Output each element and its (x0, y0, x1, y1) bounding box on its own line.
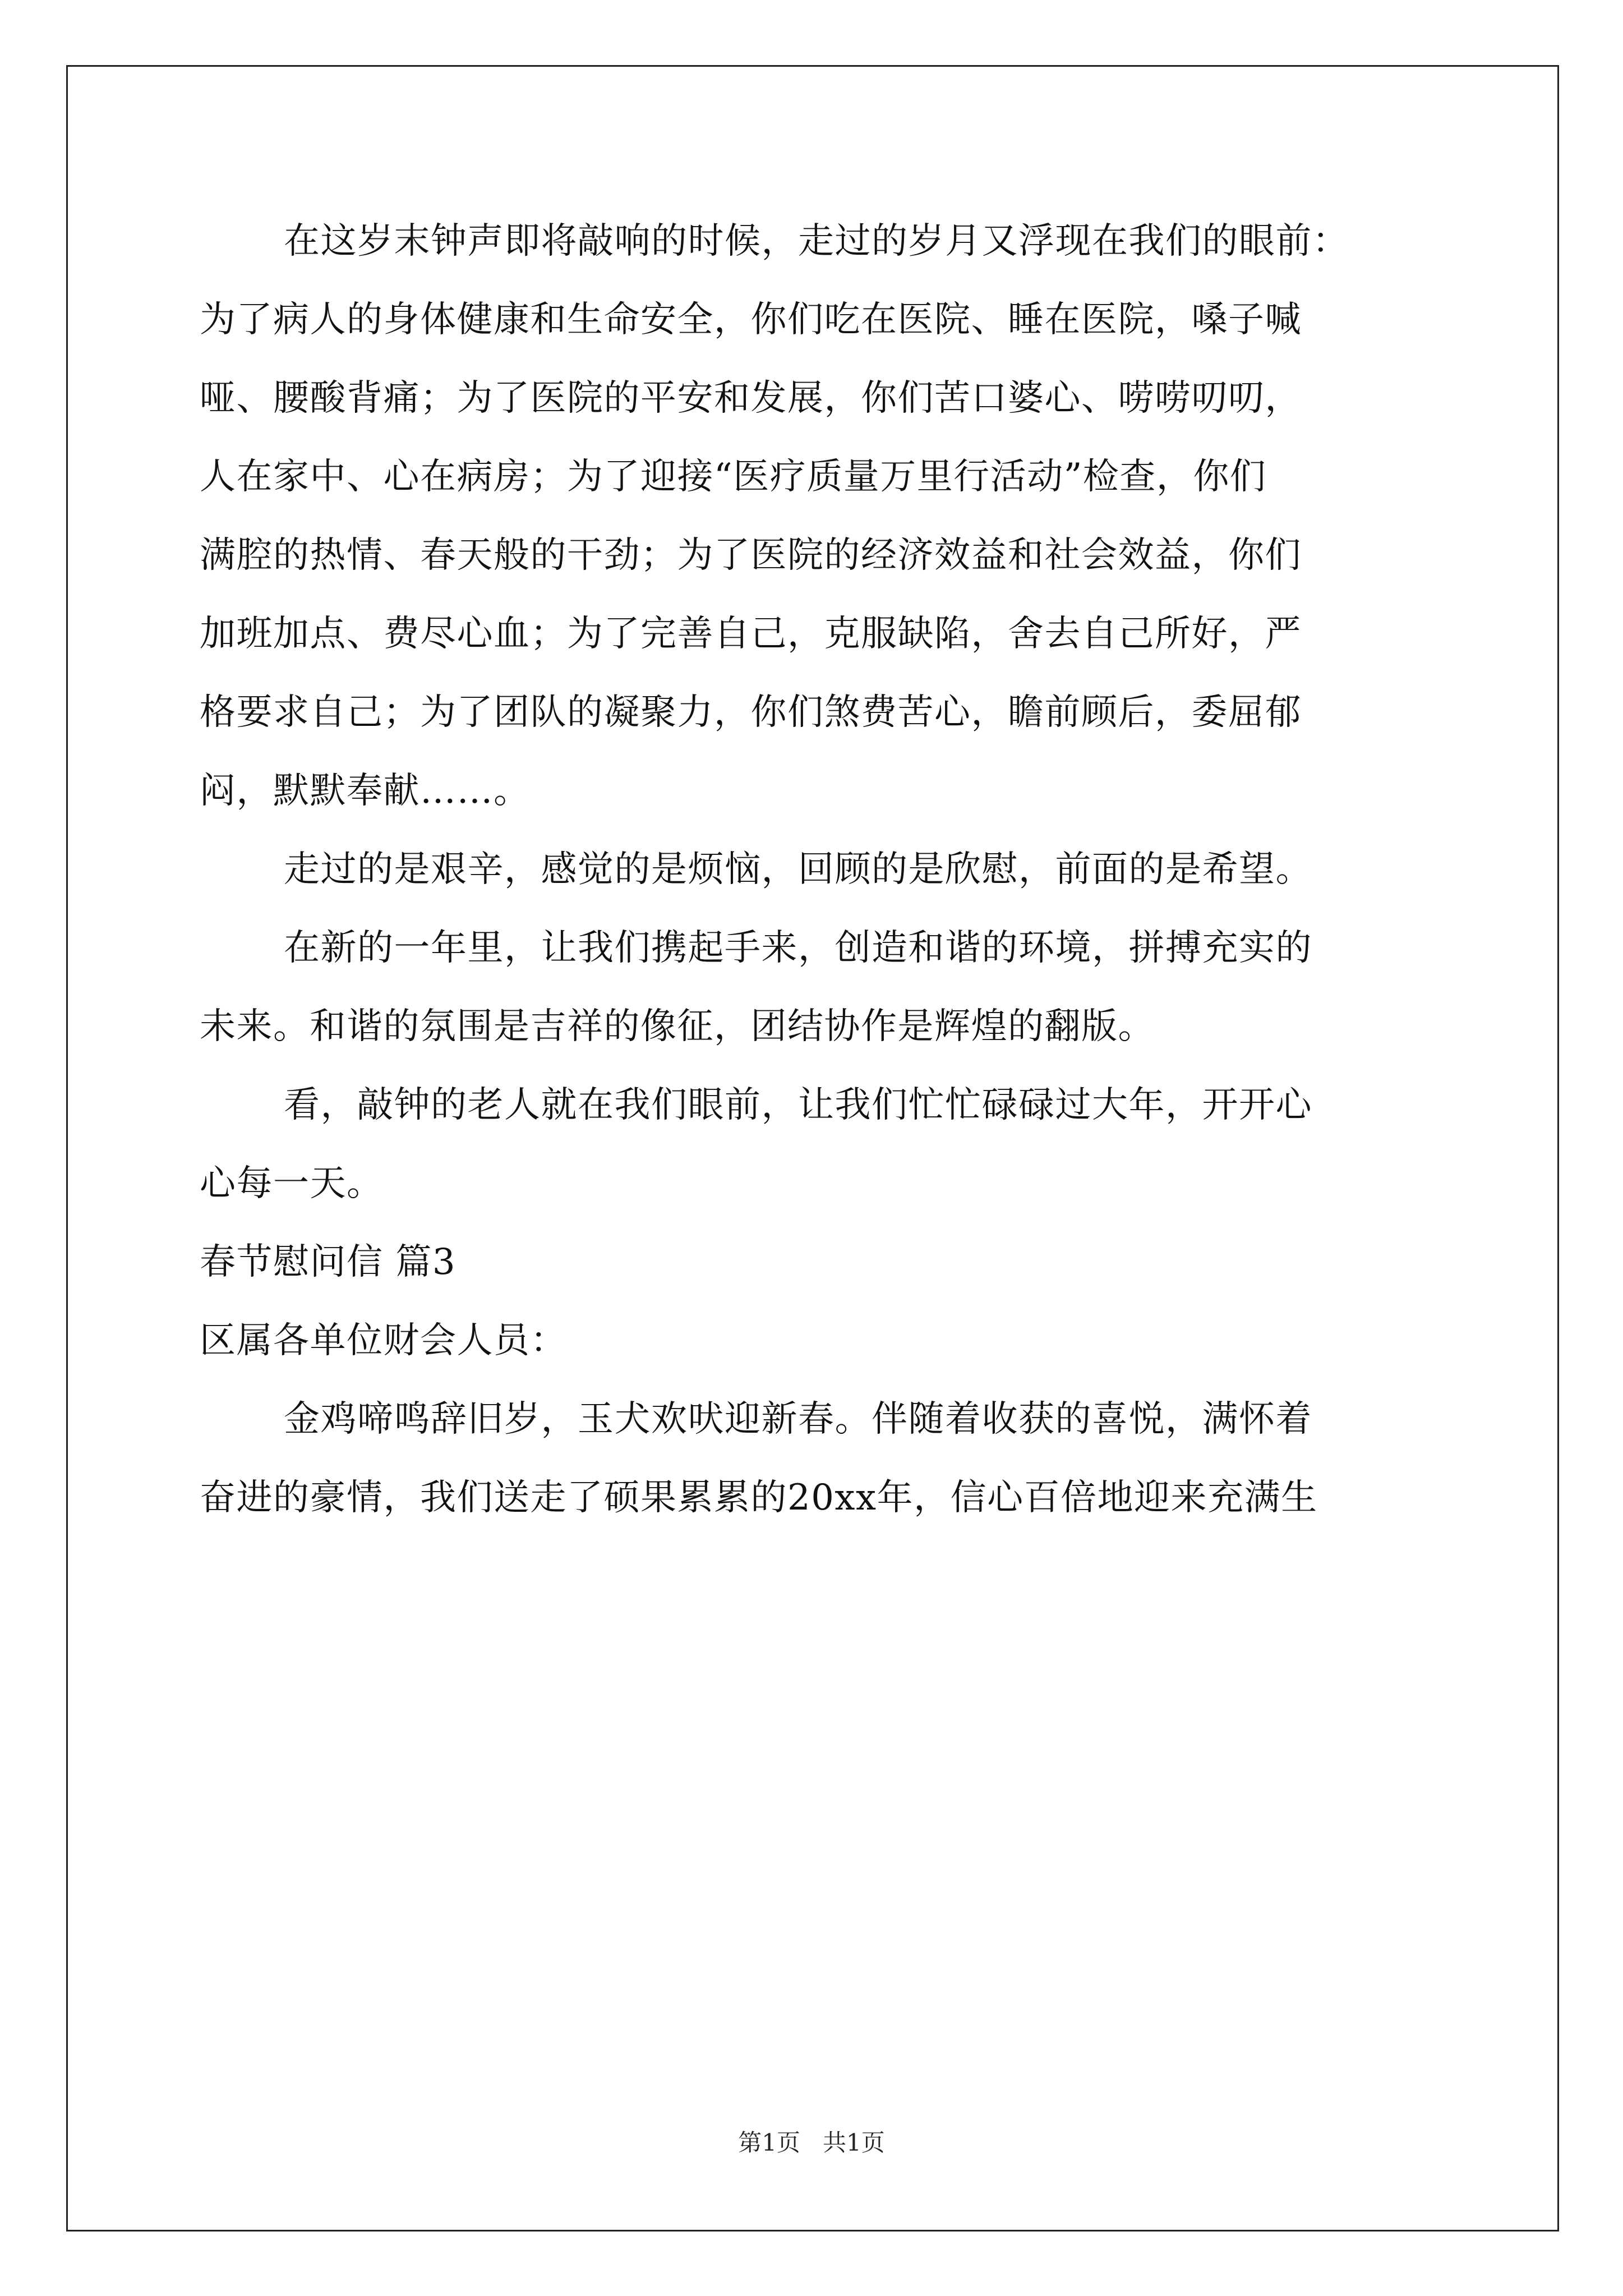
text-line: 奋进的豪情，我们送走了硕果累累的20xx年，信心百倍地迎来充满生 (200, 1477, 1318, 1519)
text-line: 心每一天。 (200, 1163, 384, 1204)
text-line: 哑、腰酸背痛；为了医院的平安和发展，你们苦口婆心、唠唠叨叨， (200, 378, 1302, 419)
document-body (200, 202, 1450, 1537)
text-line: 为了病人的身体健康和生命安全，你们吃在医院、睡在医院，嗓子喊 (200, 299, 1302, 341)
text-line: 加班加点、费尽心血；为了完善自己，克服缺陷，舍去自己所好，严 (200, 613, 1302, 655)
salutation: 区属各单位财会人员： (200, 1320, 567, 1361)
text-line: 看，敲钟的老人就在我们眼前，让我们忙忙碌碌过大年，开开心 (284, 1084, 1312, 1126)
text-line: 金鸡啼鸣辞旧岁，玉犬欢吠迎新春。伴随着收获的喜悦，满怀着 (284, 1398, 1312, 1440)
text-line: 人在家中、心在病房；为了迎接“医疗质量万里行活动”检查，你们 (200, 456, 1267, 498)
text-line: 闷，默默奉献……。 (200, 770, 531, 812)
text-line: 格要求自己；为了团队的凝聚力，你们煞费苦心，瞻前顾后，委屈郁 (200, 692, 1302, 733)
text-line: 满腔的热情、春天般的干劲；为了医院的经济效益和社会效益，你们 (200, 535, 1302, 576)
text-line: 在这岁末钟声即将敲响的时候，走过的岁月又浮现在我们的眼前： (284, 220, 1349, 262)
text-line: 在新的一年里，让我们携起手来，创造和谐的环境，拼搏充实的 (284, 927, 1312, 969)
text-line: 走过的是艰辛，感觉的是烦恼，回顾的是欣慰，前面的是希望。 (284, 849, 1312, 890)
text-line: 未来。和谐的氛围是吉祥的像征，团结协作是辉煌的翻版。 (200, 1006, 1155, 1047)
section-heading: 春节慰问信 篇3 (200, 1241, 457, 1283)
page-number-footer: 第1页 共1页 (738, 2129, 885, 2156)
